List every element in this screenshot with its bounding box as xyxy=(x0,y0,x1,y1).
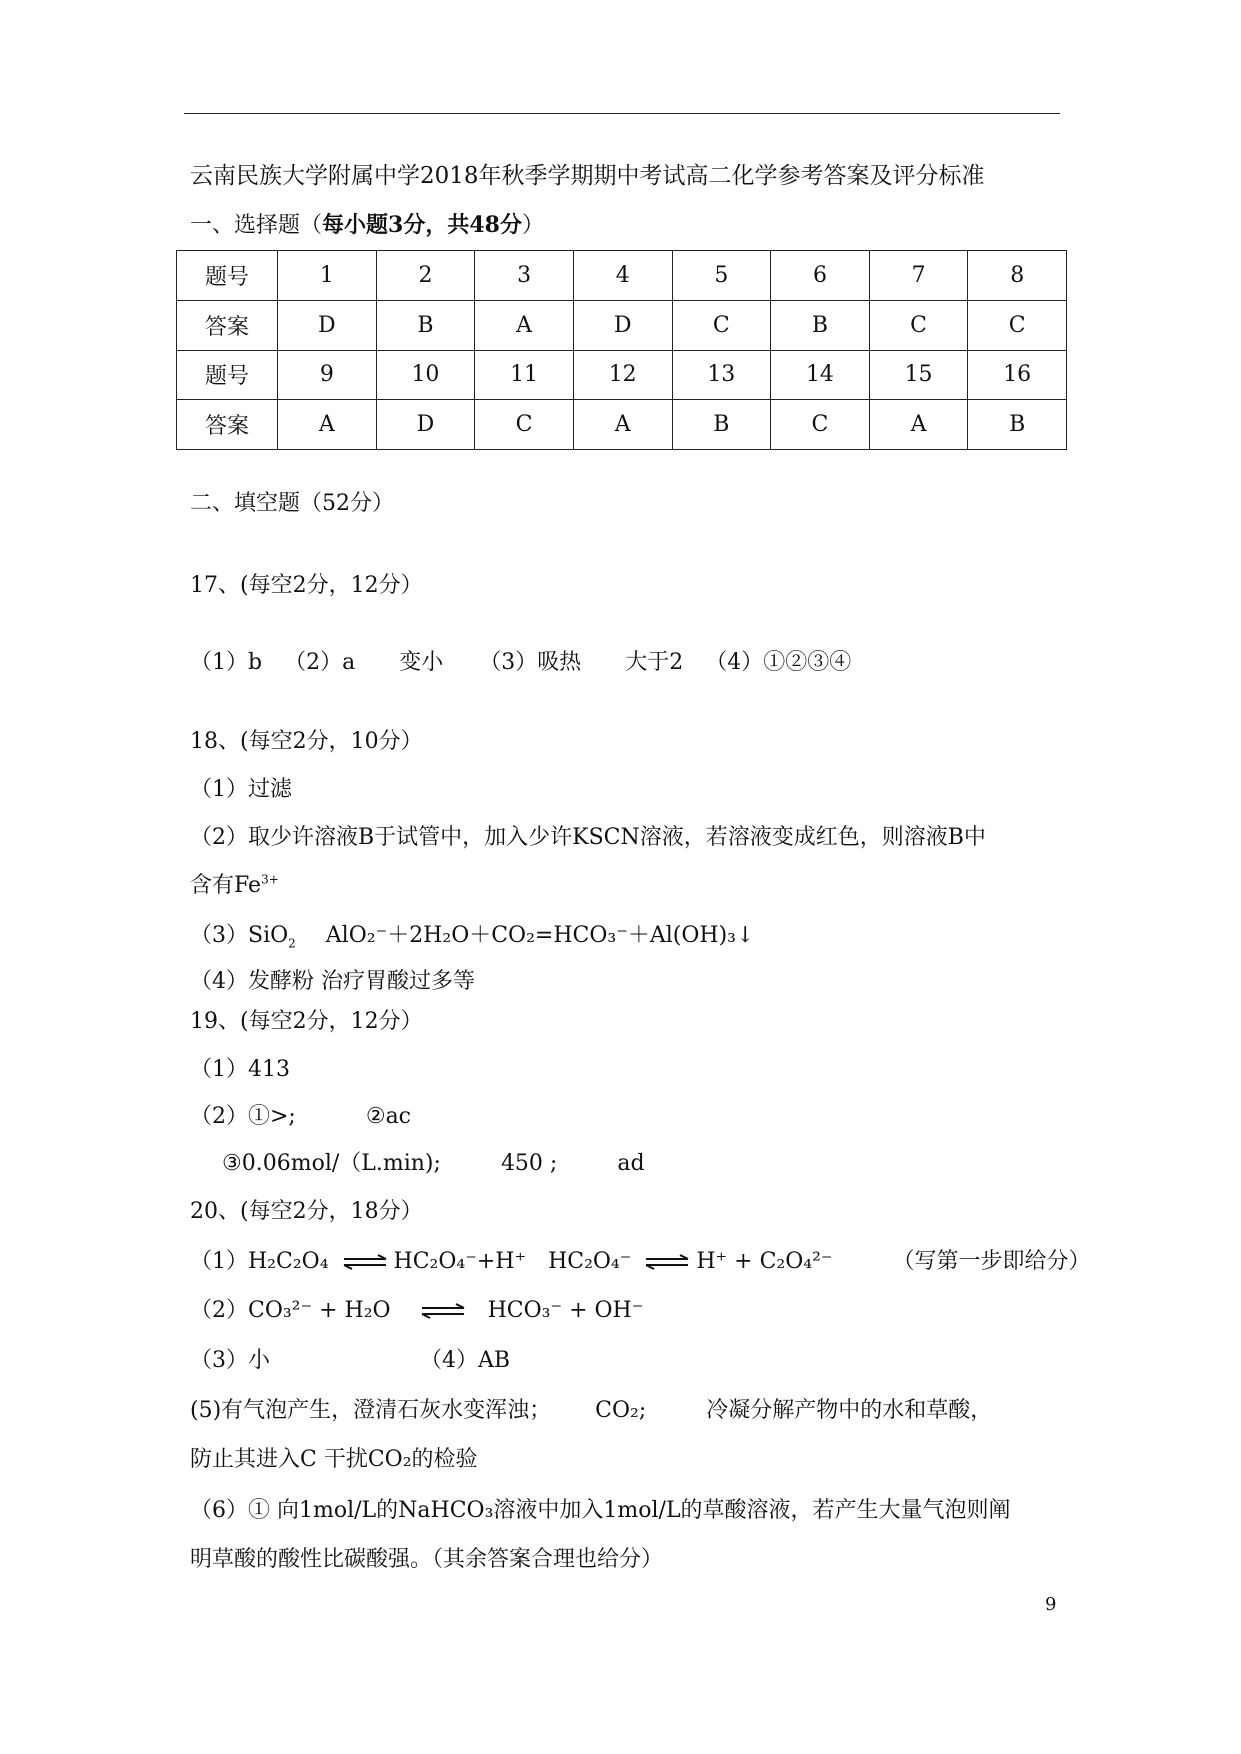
q20-ans6-line1: （6）① 向1mol/L的NaHCO₃溶液中加入1mol/L的草酸溶液，若产生大量气泡则阐 xyxy=(190,1498,1011,1523)
table-cell: C xyxy=(968,300,1067,350)
q20-ans4: （4）AB xyxy=(420,1348,511,1373)
q18-ans2-text: 含有Fe xyxy=(190,873,262,898)
section1-close: ） xyxy=(521,213,544,238)
table-cell: 11 xyxy=(475,350,574,400)
header-rule xyxy=(184,113,1060,114)
table-cell: C xyxy=(672,300,771,350)
section1-heading xyxy=(190,211,544,240)
q20-ans1-left: （1）H₂C₂O₄ xyxy=(190,1249,329,1274)
table-cell: A xyxy=(869,400,968,450)
q17-ans1: （1）b xyxy=(190,650,263,675)
table-cell: 8 xyxy=(968,251,1067,301)
q17-ans5: 大于2 xyxy=(625,650,684,675)
q20-ans5-line1 xyxy=(190,1397,992,1425)
table-cell: 4 xyxy=(573,251,672,301)
q17-ans4: （3）吸热 xyxy=(479,650,582,675)
table-cell: B xyxy=(968,400,1067,450)
q18-ans4: （4）发酵粉 治疗胃酸过多等 xyxy=(190,969,475,994)
table-cell: 12 xyxy=(573,350,672,400)
table-cell: B xyxy=(771,300,870,350)
q18-ans3-equation: AlO₂⁻＋2H₂O＋CO₂=HCO₃⁻＋Al(OH)₃↓ xyxy=(325,923,755,948)
table-cell: A xyxy=(573,400,672,450)
table-cell: C xyxy=(475,400,574,450)
table-cell: 2 xyxy=(376,251,475,301)
table-cell: D xyxy=(573,300,672,350)
table-cell: 9 xyxy=(278,350,377,400)
section1-scoring-note: 每小题3分，共48分 xyxy=(322,212,522,238)
equilibrium-arrow-icon xyxy=(644,1254,690,1270)
q19-ans3-part3: ad xyxy=(617,1151,645,1176)
q20-ans5-part2: CO₂; xyxy=(595,1398,647,1423)
q20-ans5-part3: 冷凝分解产物中的水和草酸， xyxy=(706,1398,993,1423)
q17-ans3: 变小 xyxy=(399,650,444,675)
q20-ans5-part1: (5)有气泡产生，澄清石灰水变浑浊； xyxy=(190,1398,552,1423)
q20-header: 20、(每空2分，18分） xyxy=(190,1199,423,1224)
q19-ans2 xyxy=(190,1103,411,1131)
table-cell: 6 xyxy=(771,251,870,301)
section1-title: 一、选择题（ xyxy=(190,213,323,238)
table-row-header: 答案 xyxy=(177,400,278,450)
table-cell: D xyxy=(278,300,377,350)
q19-ans1: （1）413 xyxy=(190,1057,290,1082)
q17-header: 17、(每空2分，12分） xyxy=(190,573,423,598)
table-cell: C xyxy=(771,400,870,450)
q20-ans1 xyxy=(190,1248,1091,1276)
equilibrium-arrow-icon xyxy=(420,1303,466,1319)
q20-ans6-line2: 明草酸的酸性比碳酸强。（其余答案合理也给分） xyxy=(190,1547,664,1572)
q20-ans1-mid: HC₂O₄⁻+H⁺ xyxy=(393,1249,527,1274)
q18-ans3: （3）SiO$_2$ AlO₂⁻＋2H₂O＋CO₂=HCO₃⁻＋Al(OH)₃↓ xyxy=(190,923,755,951)
q20-ans3-4 xyxy=(190,1347,510,1375)
q19-ans3-part1: ③0.06mol/（L.min); xyxy=(222,1151,441,1176)
table-cell: A xyxy=(278,400,377,450)
table-row xyxy=(177,300,1067,350)
table-cell: B xyxy=(672,400,771,450)
page-number: 9 xyxy=(1045,1594,1057,1615)
table-row-header: 题号 xyxy=(177,350,278,400)
table-cell: 15 xyxy=(869,350,968,400)
table-cell: 1 xyxy=(278,251,377,301)
table-cell: 7 xyxy=(869,251,968,301)
table-cell: 5 xyxy=(672,251,771,301)
q19-ans3 xyxy=(222,1150,645,1178)
q18-header: 18、(每空2分，10分） xyxy=(190,729,423,754)
q18-ans2-line2 xyxy=(190,872,279,900)
q20-ans1-note: （写第一步即给分） xyxy=(892,1249,1091,1274)
document-title: 云南民族大学附属中学2018年秋季学期期中考试高二化学参考答案及评分标准 xyxy=(190,163,985,189)
q17-ans2: （2）a xyxy=(284,650,356,675)
q20-ans1-mid2: HC₂O₄⁻ xyxy=(548,1249,632,1274)
table-cell: A xyxy=(475,300,574,350)
q17-answers xyxy=(190,649,851,677)
table-cell: 14 xyxy=(771,350,870,400)
q20-ans1-right: H⁺ + C₂O₄²⁻ xyxy=(696,1249,833,1274)
equilibrium-arrow-icon xyxy=(342,1254,388,1270)
table-cell: 3 xyxy=(475,251,574,301)
table-row-header: 题号 xyxy=(177,251,278,301)
answer-table xyxy=(176,250,1067,450)
table-row-header: 答案 xyxy=(177,300,278,350)
section2-heading: 二、填空题（52分） xyxy=(190,491,394,516)
q19-header: 19、(每空2分，12分） xyxy=(190,1009,423,1034)
q18-ans2-line1: （2）取少许溶液B于试管中，加入少许KSCN溶液，若溶液变成红色，则溶液B中 xyxy=(190,825,986,850)
table-cell: B xyxy=(376,300,475,350)
table-cell: 10 xyxy=(376,350,475,400)
table-cell: C xyxy=(869,300,968,350)
q18-ans1: （1）过滤 xyxy=(190,777,292,802)
table-cell: 16 xyxy=(968,350,1067,400)
q20-ans2 xyxy=(190,1297,643,1325)
q18-ans3-prefix: （3）SiO xyxy=(190,923,289,948)
table-row xyxy=(177,251,1067,301)
q20-ans3: （3）小 xyxy=(190,1348,270,1373)
q20-ans2-left: （2）CO₃²⁻ + H₂O xyxy=(190,1298,391,1323)
table-cell: D xyxy=(376,400,475,450)
q19-ans2-part2: ②ac xyxy=(365,1104,412,1129)
table-cell: 13 xyxy=(672,350,771,400)
table-row xyxy=(177,350,1067,400)
q20-ans2-right: HCO₃⁻ + OH⁻ xyxy=(487,1298,644,1323)
q18-ans2-charge: 3+ xyxy=(261,872,279,887)
table-row xyxy=(177,400,1067,450)
q20-ans5-line2: 防止其进入C 干扰CO₂的检验 xyxy=(190,1447,478,1472)
q17-ans6: （4）①②③④ xyxy=(705,650,852,675)
q19-ans3-part2: 450 ; xyxy=(500,1151,558,1176)
q19-ans2-part1: （2）①>; xyxy=(190,1104,296,1129)
